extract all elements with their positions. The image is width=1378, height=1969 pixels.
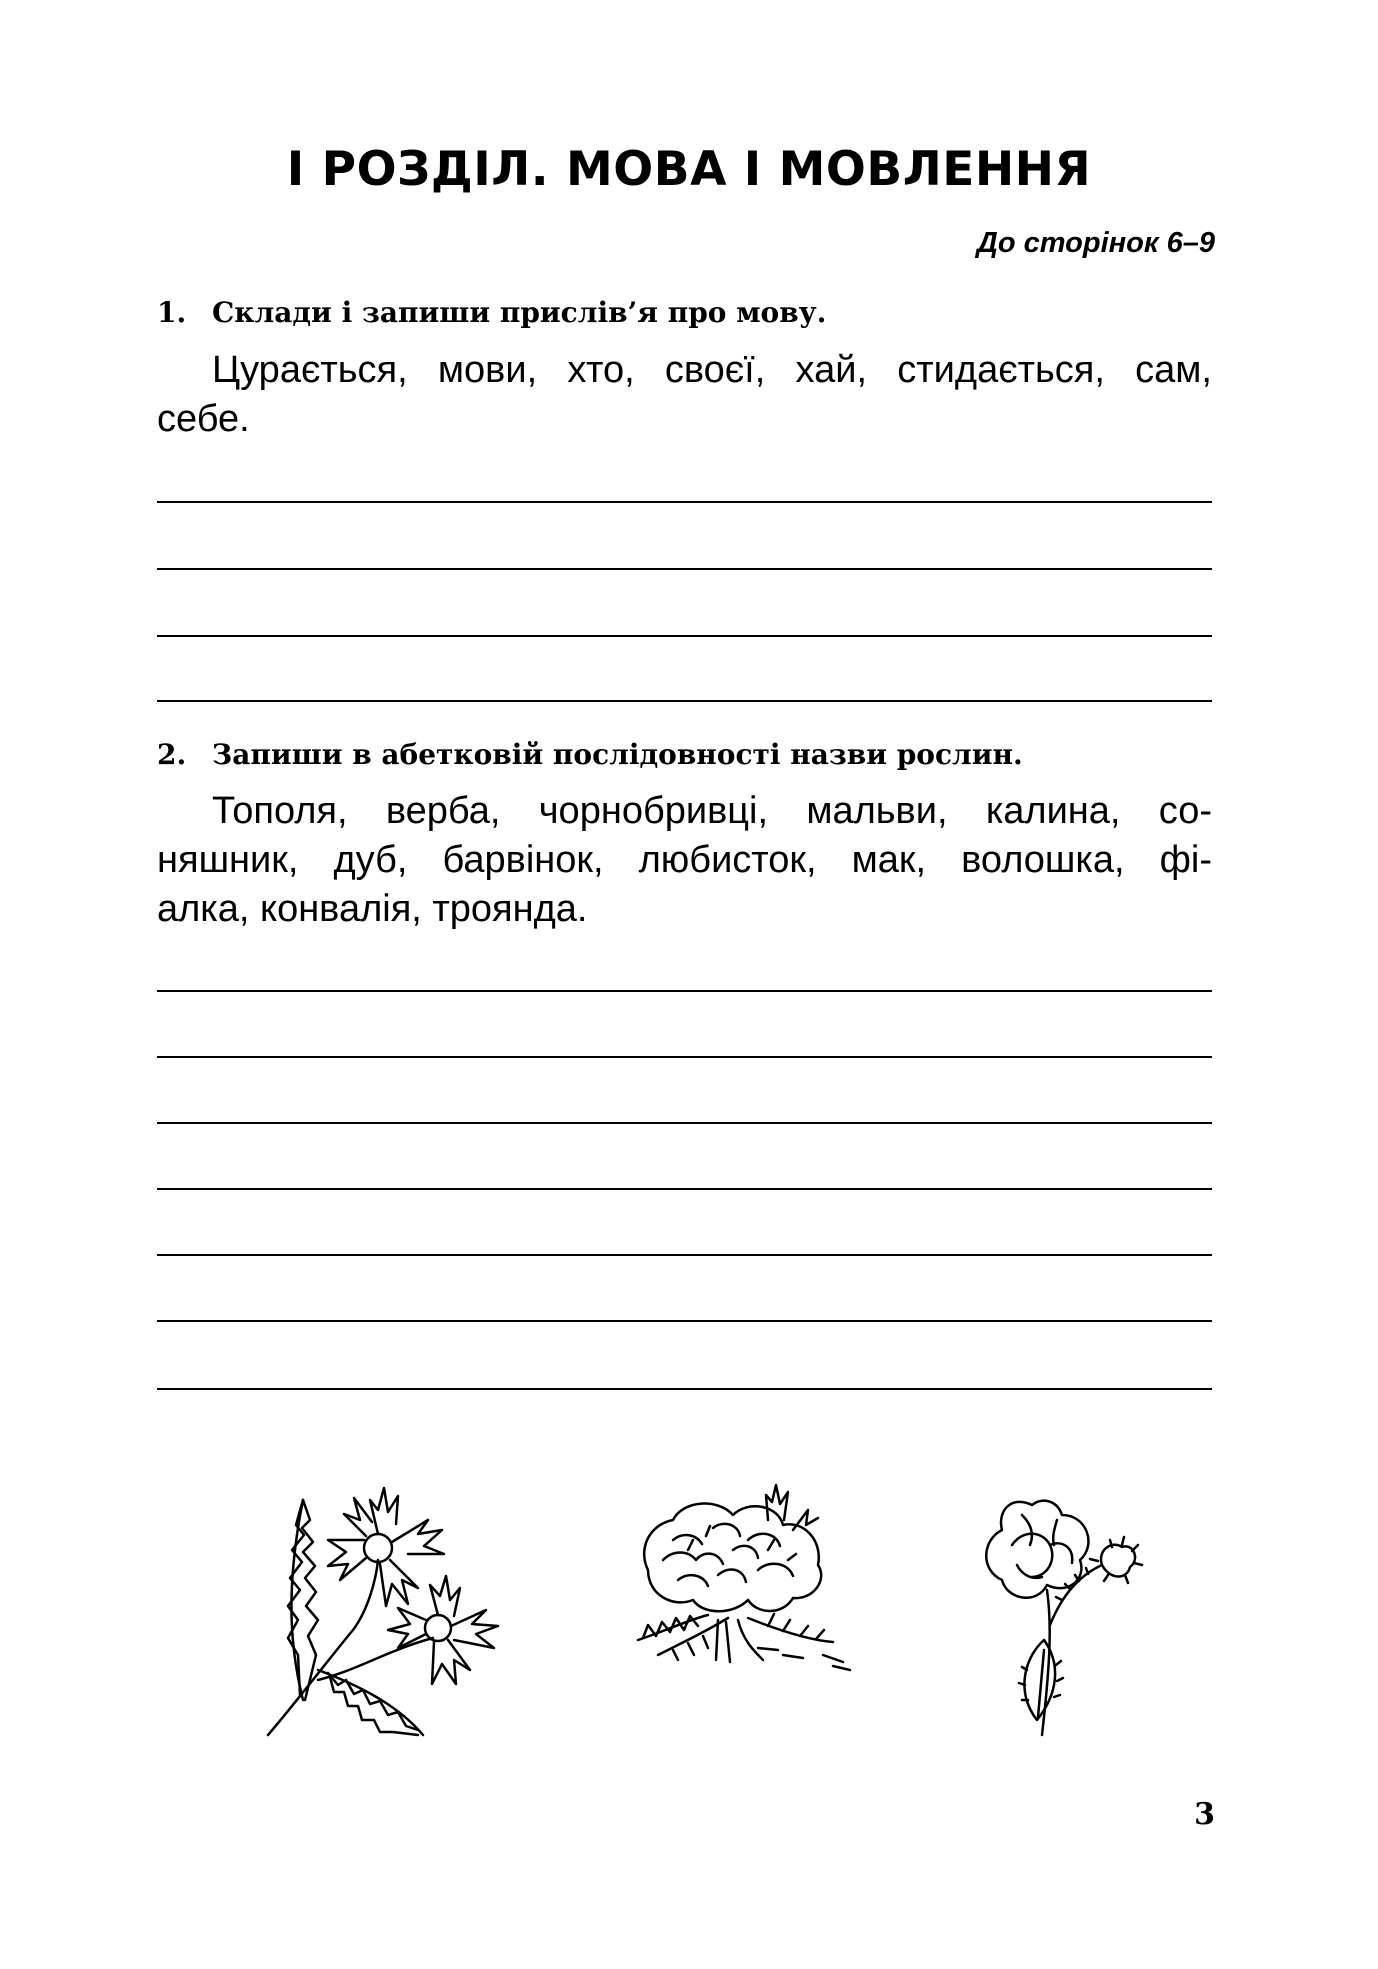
task-2-answer-line[interactable] (157, 1320, 1212, 1322)
section-title: І РОЗДІЛ. МОВА І МОВЛЕННЯ (286, 142, 1092, 197)
marigold-icon (618, 1480, 868, 1680)
task-2-answer-line[interactable] (157, 1188, 1212, 1190)
task-2-number: 2. (157, 738, 187, 771)
task-2-answer-line[interactable] (157, 1254, 1212, 1256)
pages-reference: До сторінок 6–9 (976, 227, 1215, 259)
task-1-number: 1. (157, 296, 187, 329)
task-1-answer-line[interactable] (157, 700, 1212, 702)
poppy-icon (962, 1485, 1152, 1745)
task-2-answer-line[interactable] (157, 1122, 1212, 1124)
task-2-text-line: няшник, дуб, барвінок, любисток, мак, волошка, фі- (157, 839, 1212, 881)
cornflower-icon (258, 1480, 508, 1740)
task-2-answer-line[interactable] (157, 990, 1212, 992)
task-2-text-line: алка, конвалія, троянда. (157, 888, 588, 930)
task-1-answer-line[interactable] (157, 635, 1212, 637)
task-2-answer-line[interactable] (157, 1056, 1212, 1058)
task-1-heading (157, 296, 826, 329)
task-1-text-line: себе. (157, 398, 250, 440)
task-2-heading (157, 738, 1023, 771)
task-1-text-line: Цурається, мови, хто, своєї, хай, стидається, сам, (212, 349, 1212, 391)
task-1-answer-line[interactable] (157, 568, 1212, 570)
task-2-text-line: Тополя, верба, чорнобривці, мальви, калина, со- (212, 790, 1212, 832)
task-1-instruction: Склади і запиши прислів’я про мову. (212, 296, 827, 329)
task-2-text (157, 787, 1212, 934)
page-number: 3 (1194, 1797, 1215, 1832)
task-1-text (157, 346, 1212, 444)
task-2-answer-line[interactable] (157, 1388, 1212, 1390)
task-2-instruction: Запиши в абетковій послідовності назви рослин. (212, 738, 1023, 771)
task-1-answer-line[interactable] (157, 501, 1212, 503)
